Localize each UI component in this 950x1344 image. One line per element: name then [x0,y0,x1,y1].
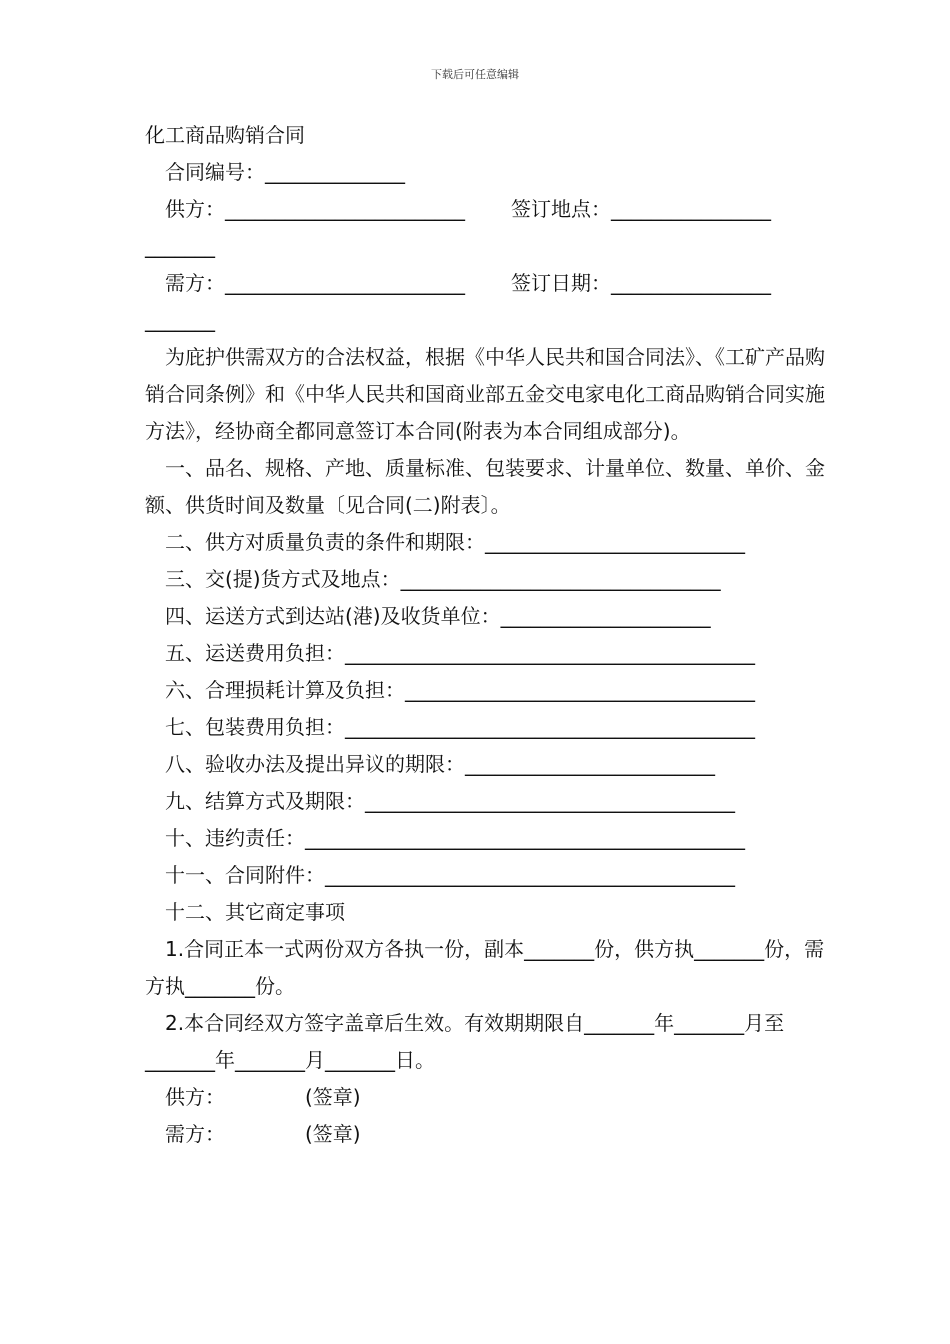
clause-4 [145,598,825,635]
buyer-signature-line [145,1116,825,1153]
sign-place-blank: ________________ [611,197,771,221]
clause-blank: _________________________________________ [325,863,735,887]
clause-blank: _____________________________________ [365,789,735,813]
clause-12-title: 十二、其它商定事项 [165,900,345,924]
clause-label: 八、验收办法及提出异议的期限： [165,752,465,776]
supplier-line-cont: _______ [145,234,215,258]
clause-label: 四、运送方式到达站(港)及收货单位： [165,604,501,628]
buyer-signature-label: 需方： [165,1122,225,1146]
clause-label: 六、合理损耗计算及负担： [165,678,405,702]
supplier-signature-line [145,1079,825,1116]
clause-blank: ___________________________________ [405,678,755,702]
clause-1: 一、品名、规格、产地、质量标准、包装要求、计量单位、数量、单价、金额、供货时间及数量〔见合同(二)附表〕。 [145,456,825,517]
contract-number-line [145,154,825,191]
document-title: 化工商品购销合同 [145,123,305,147]
clause-blank: _________________________ [465,752,715,776]
clause-9 [145,783,825,820]
clause-8 [145,746,825,783]
buyer-line [145,265,825,302]
sign-date-blank: ________________ [611,271,771,295]
clause-3 [145,561,825,598]
clause-label: 十一、合同附件： [165,863,325,887]
sign-place-label: 签订地点： [511,197,611,221]
clause-blank: ____________________________________________ [305,826,745,850]
clause-blank: __________________________ [485,530,745,554]
clause-label: 七、包装费用负担： [165,715,345,739]
buyer-stamp: (签章) [305,1122,361,1146]
clause-2 [145,524,825,561]
clause-label: 五、运送费用负担： [165,641,345,665]
intro-paragraph: 为庇护供需双方的合法权益，根据《中华人民共和国合同法》、《工矿产品购销合同条例》和《中华人民共和国商业部五金交电家电化工商品购销合同实施方法》，经协商全都同意签订本合同(附表为本合同组成部分)。 [145,345,825,443]
buyer-blank: ________________________ [225,271,465,295]
clause-7 [145,709,825,746]
supplier-line [145,191,825,228]
clause-blank: _________________________________________ [345,641,755,665]
buyer-line-cont: _______ [145,308,215,332]
clause-label: 十、违约责任： [165,826,305,850]
header-note: 下载后可任意编辑 [431,68,519,81]
sign-date-label: 签订日期： [511,271,611,295]
contract-document [145,117,825,1153]
clause-blank: ________________________________ [400,567,721,591]
clause-5 [145,635,825,672]
clause-6 [145,672,825,709]
supplier-label: 供方： [165,197,225,221]
clause-label: 九、结算方式及期限： [165,789,365,813]
clause-11 [145,857,825,894]
buyer-label: 需方： [165,271,225,295]
clause-blank: _____________________ [500,604,711,628]
clause-blank: _________________________________________ [345,715,755,739]
supplier-signature-label: 供方： [165,1085,225,1109]
clause-label: 二、供方对质量负责的条件和期限： [165,530,485,554]
item-1: 1.合同正本一式两份双方各执一份，副本_______份，供方执_______份，需方执_______份。 [145,937,825,998]
contract-number-label: 合同编号： [165,160,265,184]
clause-label: 三、交(提)货方式及地点： [165,567,401,591]
supplier-blank: ________________________ [225,197,465,221]
clause-10 [145,820,825,857]
item-2: 2.本合同经双方签字盖章后生效。有效期期限自_______年_______月至_______年_______月_______日。 [145,1011,785,1072]
contract-number-blank: ______________ [265,160,405,184]
supplier-stamp: (签章) [305,1085,361,1109]
